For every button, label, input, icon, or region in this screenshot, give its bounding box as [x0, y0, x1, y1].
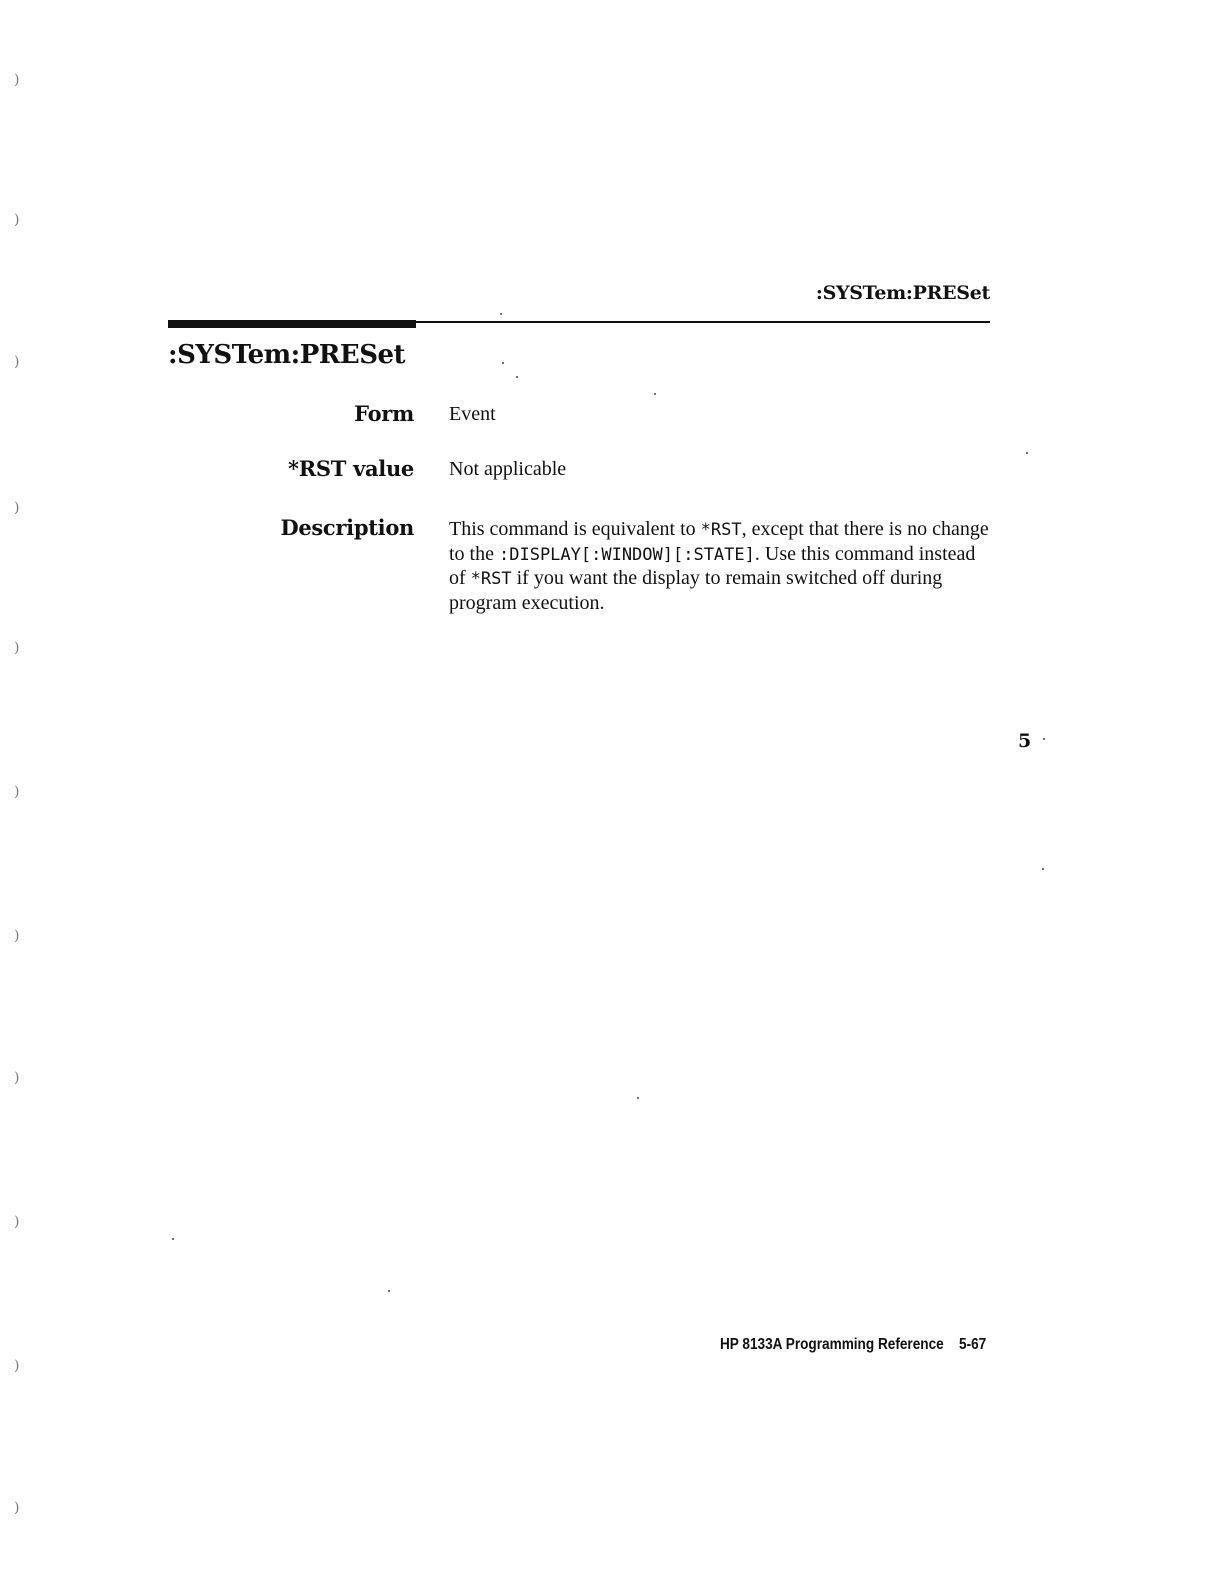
description-part-code: :DISPLAY[:WINDOW][:STATE]: [499, 544, 755, 565]
rst-value-value: Not applicable: [449, 458, 567, 480]
binding-mark: ): [14, 1070, 20, 1086]
description-label: Description: [280, 515, 414, 540]
scan-speck: [388, 1290, 390, 1292]
scan-speck: [1042, 868, 1044, 870]
binding-mark: ): [14, 784, 20, 800]
footer-page-number: 5-67: [958, 1336, 986, 1353]
binding-mark: ): [14, 500, 20, 516]
binding-mark: ): [14, 640, 20, 656]
page-footer: [720, 1336, 986, 1354]
binding-mark: ): [14, 1214, 20, 1230]
description-part: , except that there is no change to the: [449, 518, 989, 565]
binding-mark: ): [14, 212, 20, 228]
scan-speck: [637, 1097, 639, 1099]
binding-mark: ): [14, 1358, 20, 1374]
scan-speck: [502, 362, 504, 364]
scan-speck: [1043, 738, 1045, 740]
scan-speck: [654, 393, 656, 395]
description-part-code: *RST: [470, 569, 512, 589]
scan-speck: [172, 1238, 174, 1240]
footer-title: HP 8133A Programming Reference: [719, 1336, 944, 1353]
description-part: This command is equivalent to: [449, 518, 701, 540]
rst-value-label: *RST value: [288, 456, 414, 481]
description-part: if you want the display to remain switched off during program execution.: [449, 567, 943, 614]
description-text: [449, 518, 989, 615]
header-rule-accent: [168, 320, 416, 328]
scan-speck: [516, 376, 518, 378]
binding-mark: ): [14, 1500, 20, 1516]
scan-speck: [1026, 452, 1028, 454]
description-part-code: *RST: [700, 520, 742, 540]
description-part: . Use this command instead of: [449, 542, 976, 589]
scan-speck: [500, 313, 502, 315]
form-value: Event: [449, 403, 496, 425]
form-label: Form: [354, 401, 414, 426]
running-header: :SYSTem:PRESet: [815, 282, 990, 304]
binding-mark: ): [14, 928, 20, 944]
binding-mark: ): [14, 354, 20, 370]
section-title: :SYSTem:PRESet: [168, 340, 406, 370]
binding-mark: ): [14, 72, 20, 88]
chapter-tab: 5: [1018, 730, 1032, 752]
